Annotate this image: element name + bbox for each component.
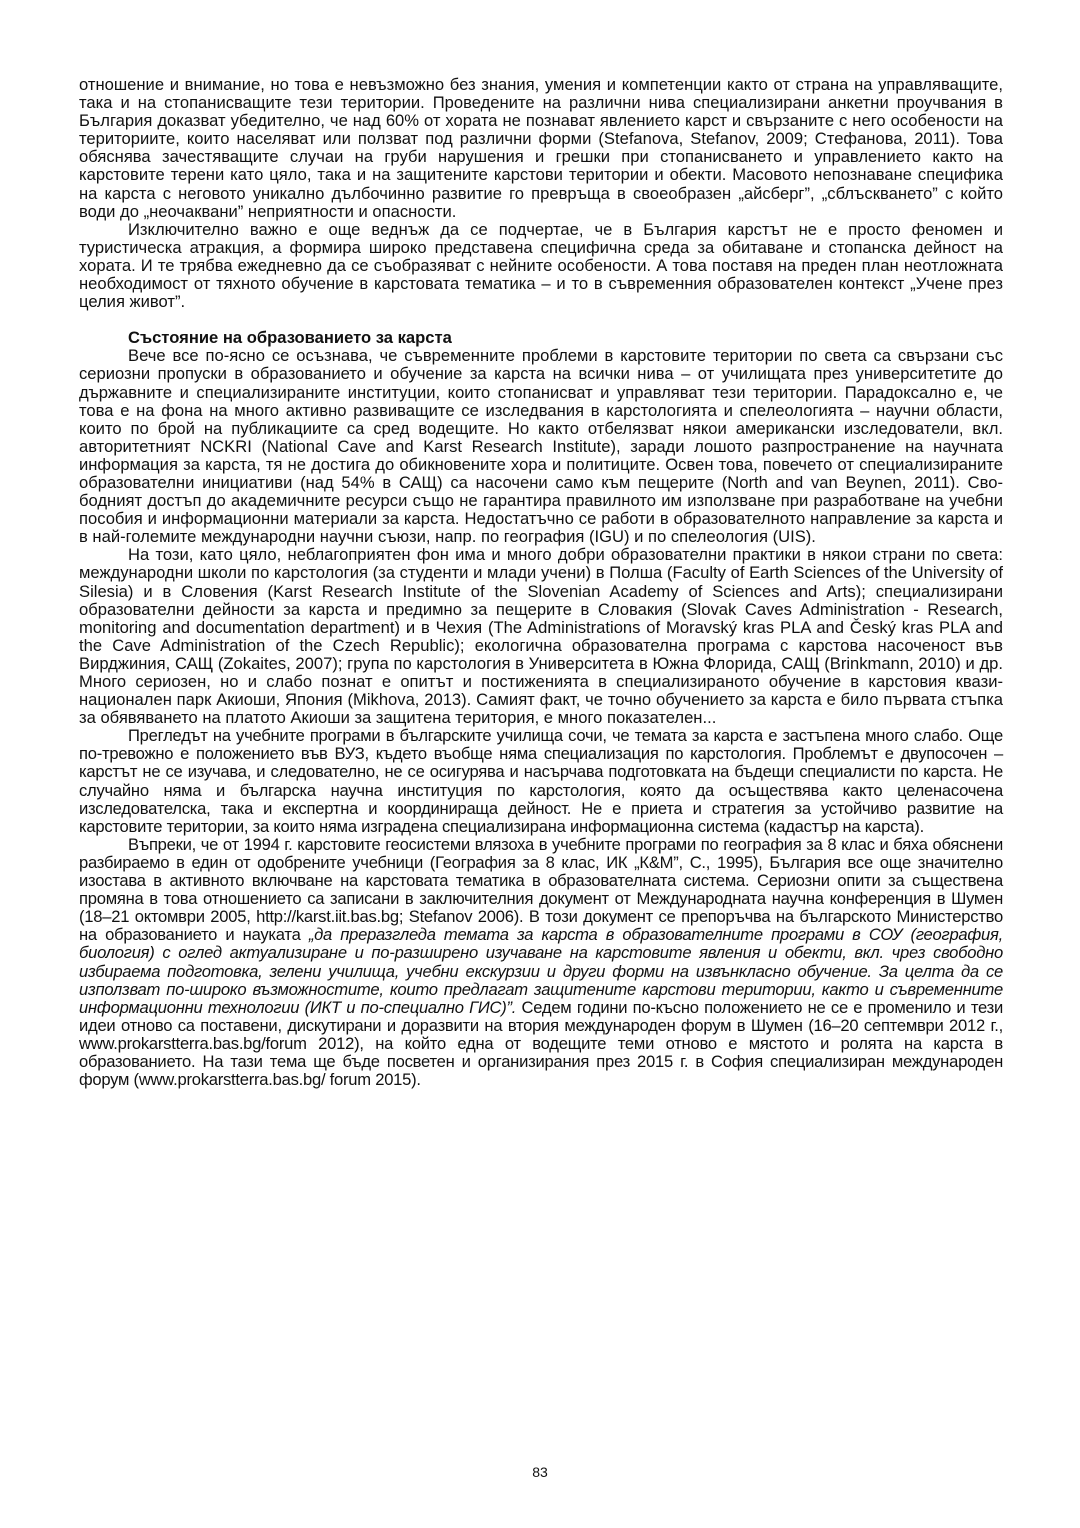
paragraph-6-end: Седем години по-късно положението не се е променило и тези идеи отново са поставени, дискутирани и доразвити на втория международен форум в Шумен (16–20 септември 2012 г., www.prokarstterra.bas.bg/forum 2012), на който една от водещите теми отново е мястото и ролята на карста в образованието. На тази тема ще бъде посветен и организирания през 2015 г. в София специализиран международен форум (www.prokarstterra.bas.bg/ forum 2015).: [79, 997, 1004, 1090]
paragraph-4: На този, като цяло, неблагоприятен фон има и много добри образователни практики в някои страни по света: международни школи по карстология (за студенти и млади учени) в Полша (Faculty of Earth Sciences of the University of Silesia) и в Словения (Karst Research Institute of the Slovenian Academy of Sciences and Arts); специализирани образователни дейности за карста и предимно за пещерите в Словакия (Slovak Caves Administration - Research, monitoring and documentation department) и в Чехия (The Administrations of Moravský kras PLA and Český kras PLA and the Cave Administration of the Czech Republic); екологична образователна програма с карстова насоченост във Вирджиния, САЩ (Zokaites, 2007); група по карстология в Университета в Южна Флорида, САЩ (Brinkmann, 2010) и др. Много сериозен, но и слабо познат е опитът и постиженията в специализираното обучение в карстовия квазинационален парк Акиоши, Япония (Mikhova, 2013). Самият факт, че точно обучението за карста е било първата стъпка за обявяването на платото Акиоши за защитена територия, е много показателен...: [79, 545, 1003, 728]
paragraph-1: отношение и внимание, но това е невъзможно без знания, умения и компетенции както от страна на управляващите, така и на стопанисващите тези територии. Проведените на различни нива специализирани анкетни проучвания в България доказват убедително, че над 60% от хората не познават явлението карст и свързаните с него особености на териториите, които населяват или ползват под различни форми (Stefanova, Stefanov, 2009; Стефанова, 2011). Това обяснява зачестяващите случаи на груби нарушения и грешки при стопанисването и управлението както на карстовите терени като цяло, така и на защитените карстови територии и обекти. Масовото непознаване специфика на карста с неговото уникално дълбочинно развитие го превръща в своеобразен „айсберг”, „сблъскването” с който води до „неочаквани” неприятности и опасности.: [79, 75, 1003, 221]
paragraph-6-quote: „да преразгледа темата за карста в образователните програми в СОУ (география, биология) с оглед актуализиране и по-разширено изучаване на карстовите явления и обекти, вкл. чрез свободно избираема подготовка, зелени училища, учебни екскурзии и други форми на извънкласно обучение. За целта да се използват по-широко възможностите, които предлагат защитените карстови територии, както и съвременните информационни технологии (ИКТ и по-специално ГИС)”.: [79, 925, 1003, 1017]
document-body: [79, 76, 1003, 1089]
paragraph-5: Прегледът на учебните програми в българските училища сочи, че темата за карста е застъпена много слабо. Още по-тревожно е положението във ВУЗ, където въобще няма специализация по карстология. Проблемът е двупосочен – карстът не се изучава, и следователно, не се осигурява и насърчава подготовката на бъдещи специалисти по карста. Не случайно няма и българска научна институция по карстология, която да осъществява както целенасочена изследователска, така и експертна и координираща дейност. Не е приета и стратегия за устойчиво развитие на карстовите територии, за които няма изградена специализирана информационна система (кадастър на карста).: [79, 726, 1003, 836]
paragraph-6: [79, 836, 1003, 1089]
section-heading: Състояние на образованието за карста: [128, 328, 452, 348]
paragraph-2: Изключително важно е още веднъж да се подчертае, че в България карстът не е просто феномен и туристическа атракция, а формира широко представена специфична среда за обитаване и стопанска дейност на хората. И те трябва ежедневно да се съобразяват с нейните особености. А това поставя на преден план неотложната необходимост от тяхното обучение в карстовата тематика – и то в съвременния образователен контекст „Учене през целия живот”.: [79, 219, 1003, 312]
paragraph-3: Вече все по-ясно се осъзнава, че съвременните проблеми в карстовите територии по света са свързани със сериозни пропуски в образованието и обучение за карста на всички нива – от училищата през университетите до държавните и специализираните институции, които стопанисват и управляват тези територии. Парадоксално е, че това е на фона на много активно развиващите се изследвания в карстологията и спелеологията – научни области, които по брой на публикациите са сред водещите. Но както отбелязват някои американски изследователи, вкл. авторитетният NCKRI (National Cave and Karst Research Institute), заради лошото разпространение на научната информация за карста, тя не достига до обикновените хора и политиците. Освен това, повечето от специализираните образователни инициативи (над 54% в САЩ) са насочени само към пещерите (North and van Beynen, 2011). Свободният достъп до академичните ресурси също не гарантира правилното им използване при разработване на учебни пособия и информационни материали за карста. Недостатъчно се работи в образователното направление за карста и в най-големите международни научни съюзи, напр. по география (IGU) и по спелеология (UIS).: [79, 346, 1003, 547]
page-number: 83: [532, 1464, 548, 1480]
paragraph-6-start: Въпреки, че от 1994 г. карстовите геосистеми влязоха в учебните програми по география за 8 клас и бяха обяснени разбираемо в един от одобрените учебници (География за 8 клас, ИК „К&М”, С., 1995), България все още значително изостава в активното включване на карстовата тематика в образователната система. Сериозни опити за съществена промяна в това отношението са записани в заключителния документ от Международната научна конференция в Шумен (18–21 октомври 2005, http://karst.iit.bas.bg; Stefanov 2006). В този документ се препоръчва на българското Министерство на образованието и науката: [79, 834, 1003, 945]
